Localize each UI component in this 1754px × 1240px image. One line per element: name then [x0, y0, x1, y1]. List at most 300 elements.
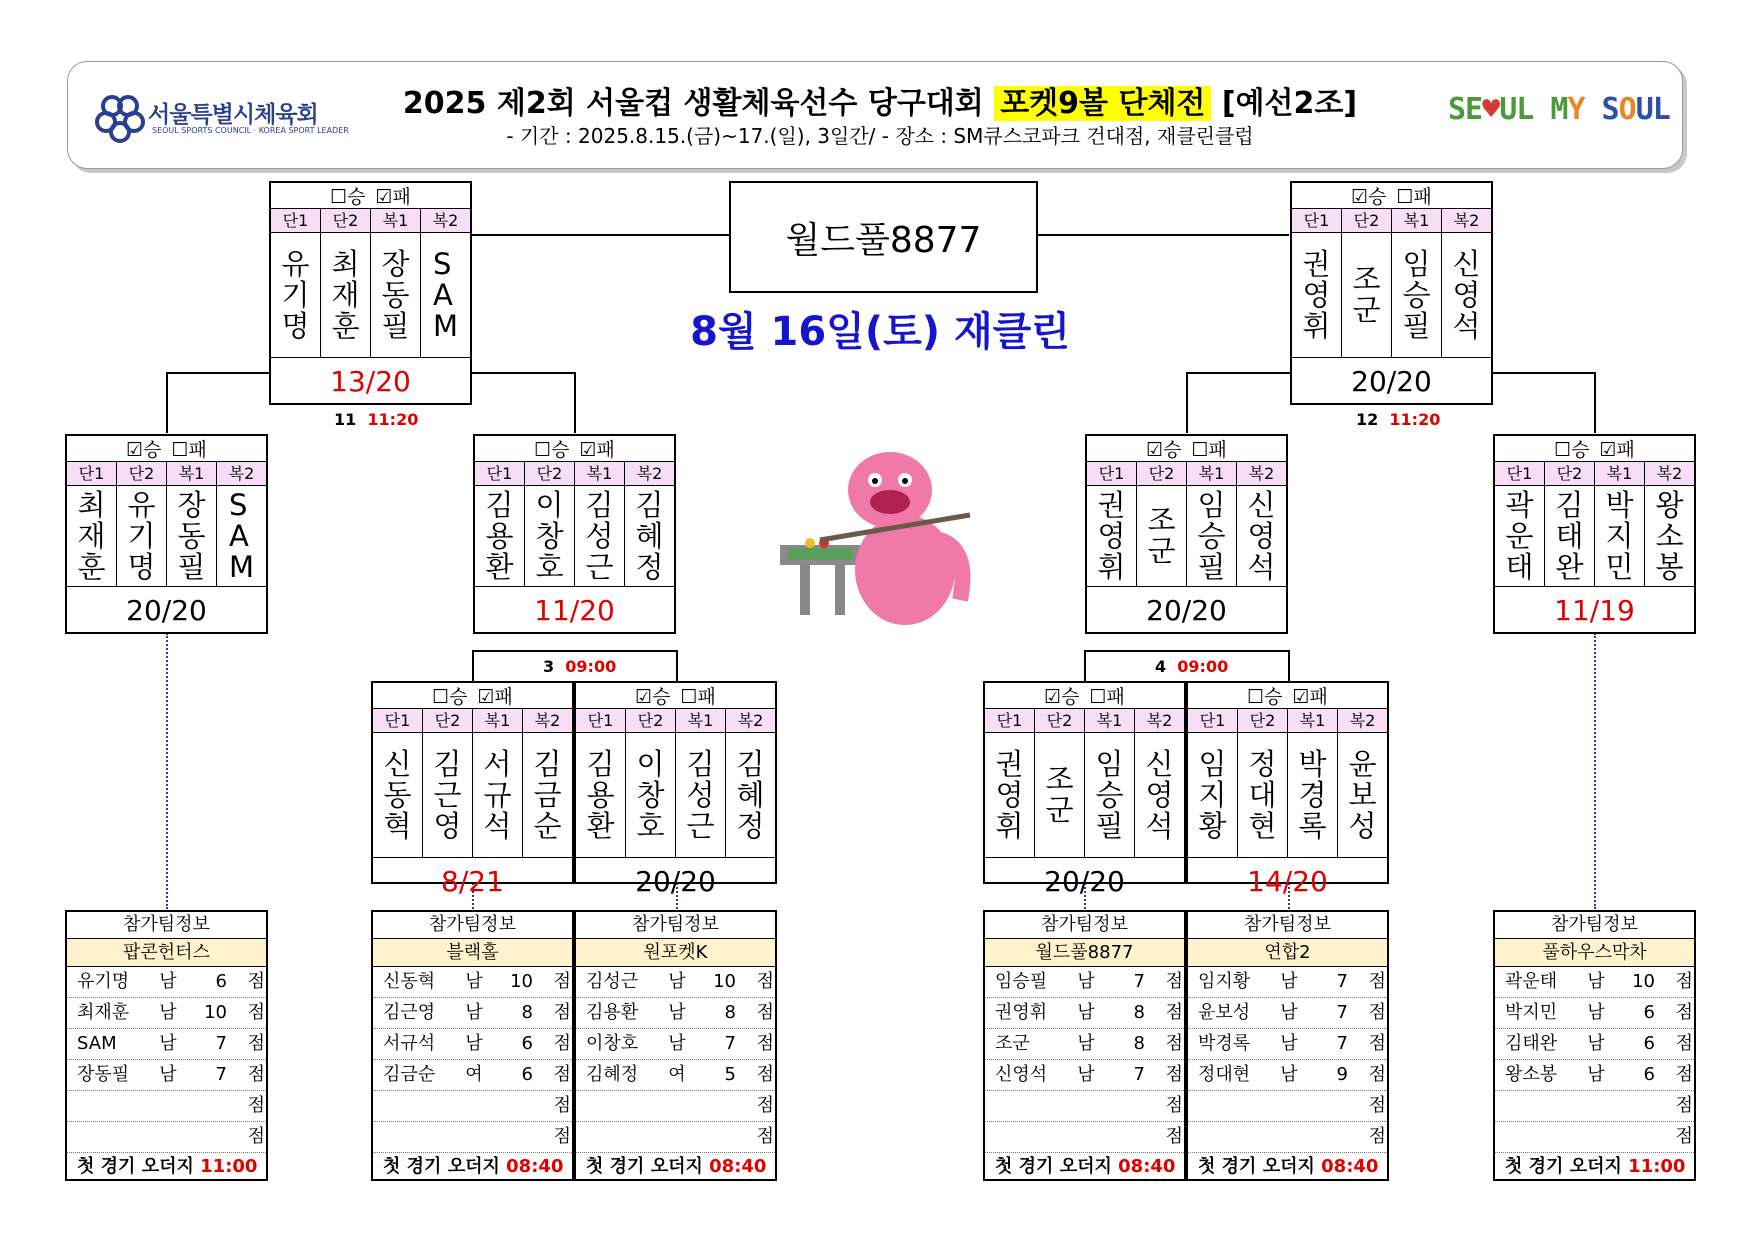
- points-unit: 점: [1165, 1126, 1183, 1147]
- win-loss-checkboxes: [1188, 683, 1387, 709]
- team-name: 원포켓K: [576, 939, 775, 967]
- loss-checkbox[interactable]: ☑: [375, 186, 393, 208]
- info-header: 참가팀정보: [67, 912, 266, 939]
- match-number: 4: [1155, 657, 1167, 676]
- team-name: 팝콘헌터스: [67, 939, 266, 967]
- win-group: [534, 435, 569, 462]
- info-header: 참가팀정보: [985, 912, 1184, 939]
- position-label: 단2: [1035, 709, 1085, 732]
- first-game-label: 첫 경기 오더지: [1198, 1156, 1322, 1177]
- loss-label: 패: [697, 686, 716, 708]
- player-name: 최 재 훈: [67, 486, 117, 586]
- player-name: 권 영 휘: [985, 733, 1035, 857]
- player-name: [576, 1091, 662, 1121]
- heart-icon: ♥: [1482, 92, 1500, 127]
- points-unit: 점: [553, 1095, 571, 1116]
- team-info-card: [574, 910, 777, 1181]
- points-unit: 점: [1165, 1033, 1183, 1054]
- player-points: 10: [510, 971, 533, 992]
- first-game-time: 08:40: [709, 1156, 767, 1177]
- win-checkbox[interactable]: ☐: [1554, 439, 1572, 461]
- player-points: [1304, 1091, 1348, 1121]
- loss-label: 패: [188, 439, 207, 461]
- first-game-order: [985, 1153, 1184, 1181]
- win-group: [1247, 682, 1282, 709]
- points-unit: 점: [756, 1033, 774, 1054]
- player-points: 7: [1133, 971, 1145, 992]
- seoul-my-soul-logo: [1448, 92, 1670, 142]
- player-row: [985, 1122, 1184, 1153]
- points-unit: 점: [1368, 1002, 1386, 1023]
- player-name: 임지황: [1198, 971, 1251, 992]
- position-header: [475, 462, 674, 486]
- player-points: [1304, 1122, 1348, 1152]
- player-name: 임 지 황: [1188, 733, 1238, 857]
- player-row: [67, 1060, 266, 1091]
- win-checkbox[interactable]: ☑: [1146, 439, 1164, 461]
- player-points: 10: [1632, 971, 1655, 992]
- match-time: 11:20: [367, 410, 419, 429]
- points-unit: 점: [756, 1126, 774, 1147]
- player-name: [1188, 1122, 1274, 1152]
- position-header: [1188, 709, 1387, 733]
- dotted-connector: [166, 633, 168, 909]
- player-sex: [153, 1091, 183, 1121]
- position-label: 복1: [676, 709, 726, 732]
- position-label: 복2: [432, 211, 459, 230]
- player-sex: 남: [159, 1033, 177, 1054]
- info-header: 참가팀정보: [1188, 912, 1387, 939]
- position-label: 복1: [575, 462, 625, 485]
- player-name: 김혜정: [586, 1064, 639, 1085]
- player-name: 박 지 민: [1595, 486, 1645, 586]
- points-unit: 점: [1675, 1126, 1693, 1147]
- position-label: 복2: [636, 464, 663, 483]
- points-unit: 점: [553, 1126, 571, 1147]
- first-game-order: [576, 1153, 775, 1181]
- player-row: [1188, 967, 1387, 998]
- bracket-line: [472, 650, 474, 682]
- match-card: [65, 434, 268, 634]
- player-sex: [459, 1091, 489, 1121]
- points-unit: 점: [553, 971, 571, 992]
- player-name: [985, 1122, 1071, 1152]
- player-sex: 남: [1280, 1064, 1298, 1085]
- points-unit: 점: [1165, 1095, 1183, 1116]
- player-sex: 남: [1587, 1064, 1605, 1085]
- player-names: [271, 233, 470, 358]
- bracket-line: [574, 372, 576, 433]
- player-names: [475, 486, 674, 587]
- loss-label: 패: [392, 186, 411, 208]
- position-label: 복1: [371, 209, 421, 232]
- player-row: [1188, 1029, 1387, 1060]
- loss-checkbox[interactable]: ☐: [171, 439, 189, 461]
- player-row: [1495, 1029, 1694, 1060]
- loss-checkbox[interactable]: ☑: [579, 439, 597, 461]
- match-card: [473, 434, 676, 634]
- player-points: 7: [1336, 971, 1348, 992]
- player-points: 6: [521, 1033, 533, 1054]
- player-name: 최 재 훈: [321, 233, 371, 357]
- player-name: [576, 1122, 662, 1152]
- points-unit: 점: [247, 1033, 265, 1054]
- player-sex: 남: [1077, 971, 1095, 992]
- win-group: [126, 435, 161, 462]
- player-points: [1101, 1091, 1145, 1121]
- match-time: 09:00: [565, 657, 617, 676]
- player-name: [373, 1091, 459, 1121]
- position-label: 복1: [1595, 462, 1645, 485]
- title-suffix: [예선2조]: [1211, 86, 1358, 121]
- player-row: [373, 967, 572, 998]
- win-loss-checkboxes: [1495, 436, 1694, 462]
- win-label: 승: [143, 439, 162, 461]
- player-points: [692, 1122, 736, 1152]
- player-names: [1188, 733, 1387, 858]
- player-name: [67, 1091, 153, 1121]
- first-game-label: 첫 경기 오더지: [586, 1156, 710, 1177]
- player-sex: 남: [159, 1002, 177, 1023]
- player-names: [985, 733, 1184, 858]
- bracket-line: [472, 650, 676, 652]
- org-emblem-icon: [92, 90, 148, 146]
- player-name: 서규석: [383, 1033, 436, 1054]
- player-name: 김 성 근: [676, 733, 726, 857]
- match-score: 20/20: [1044, 865, 1125, 898]
- first-game-label: 첫 경기 오더지: [383, 1156, 507, 1177]
- position-label: 단1: [576, 709, 626, 732]
- player-name: 최재훈: [77, 1002, 130, 1023]
- player-sex: [1071, 1091, 1101, 1121]
- player-name: 김용환: [586, 1002, 639, 1023]
- loss-group: [478, 682, 513, 709]
- brand-part: UL M: [1499, 92, 1568, 127]
- player-name: 신동혁: [383, 971, 436, 992]
- loss-group: [1192, 435, 1227, 462]
- win-checkbox[interactable]: ☑: [635, 686, 653, 708]
- player-name: 임 승 필: [1392, 233, 1442, 357]
- player-name: 신 동 혁: [373, 733, 423, 857]
- player-name: 유기명: [77, 971, 130, 992]
- team-info-card: [65, 910, 268, 1181]
- win-group: [432, 682, 467, 709]
- loss-label: 패: [494, 686, 513, 708]
- player-name: [373, 1122, 459, 1152]
- points-unit: 점: [1368, 1064, 1386, 1085]
- position-label: 복2: [1656, 464, 1683, 483]
- player-name: 조군: [995, 1033, 1030, 1054]
- player-sex: [459, 1122, 489, 1152]
- position-label: 복2: [534, 711, 561, 730]
- win-label: 승: [1368, 186, 1387, 208]
- player-sex: 남: [465, 1002, 483, 1023]
- win-checkbox[interactable]: ☐: [1247, 686, 1265, 708]
- player-points: [1611, 1091, 1655, 1121]
- player-name: 유 기 명: [271, 233, 321, 357]
- bracket-line: [1186, 372, 1188, 433]
- player-name: 왕소봉: [1505, 1064, 1558, 1085]
- loss-checkbox[interactable]: ☑: [1599, 439, 1617, 461]
- player-sex: 남: [1077, 1033, 1095, 1054]
- player-name: SAM: [77, 1033, 117, 1054]
- player-name: 김 용 환: [475, 486, 525, 586]
- player-name: [1495, 1122, 1581, 1152]
- win-checkbox[interactable]: ☑: [1351, 186, 1369, 208]
- points-unit: 점: [553, 1002, 571, 1023]
- points-unit: 점: [1368, 1095, 1386, 1116]
- team-info-card: [1186, 910, 1389, 1181]
- position-header: [576, 709, 775, 733]
- first-game-order: [373, 1153, 572, 1181]
- loss-label: 패: [596, 439, 615, 461]
- player-name: 임 승 필: [1187, 486, 1237, 586]
- first-game-label: 첫 경기 오더지: [995, 1156, 1119, 1177]
- player-points: 7: [215, 1033, 227, 1054]
- match-card: [574, 681, 777, 898]
- points-unit: 점: [247, 971, 265, 992]
- first-game-order: [1188, 1153, 1387, 1181]
- player-points: 8: [724, 1002, 736, 1023]
- match-card: [1493, 434, 1696, 634]
- title-prefix: 2025 제2회 서울컵 생활체육선수 당구대회: [402, 86, 995, 121]
- win-checkbox[interactable]: ☑: [1044, 686, 1062, 708]
- player-name: S A M: [432, 246, 459, 343]
- player-points: 7: [1336, 1033, 1348, 1054]
- win-loss-checkboxes: [1087, 436, 1286, 462]
- match-card: [269, 181, 472, 405]
- points-unit: 점: [1675, 971, 1693, 992]
- points-unit: 점: [1675, 1002, 1693, 1023]
- loss-group: [376, 182, 411, 209]
- win-loss-checkboxes: [1292, 183, 1491, 209]
- period-venue: - 기간 : 2025.8.15.(금)~17.(일), 3일간/ - 장소 : SM큐스코파크 건대점, 재클린클럽: [506, 124, 1254, 148]
- loss-checkbox[interactable]: ☐: [1191, 439, 1209, 461]
- player-name: 정 대 현: [1238, 733, 1288, 857]
- player-name: 장동필: [77, 1064, 130, 1085]
- player-sex: 여: [465, 1064, 483, 1085]
- position-label: 단2: [1238, 709, 1288, 732]
- first-game-label: 첫 경기 오더지: [77, 1156, 201, 1177]
- loss-group: [1090, 682, 1125, 709]
- match-score: 11/19: [1554, 594, 1635, 627]
- win-checkbox[interactable]: ☐: [330, 186, 348, 208]
- player-name: 김 근 영: [423, 733, 473, 857]
- team-name: 연합2: [1188, 939, 1387, 967]
- player-row: [576, 967, 775, 998]
- bracket-line: [166, 372, 168, 433]
- points-unit: 점: [553, 1064, 571, 1085]
- loss-checkbox[interactable]: ☐: [1396, 186, 1414, 208]
- loss-label: 패: [1208, 439, 1227, 461]
- loss-checkbox[interactable]: ☑: [1292, 686, 1310, 708]
- position-label: 복1: [1288, 709, 1338, 732]
- loss-label: 패: [1106, 686, 1125, 708]
- player-name: 신영석: [995, 1064, 1048, 1085]
- position-header: [373, 709, 572, 733]
- player-name: 조 군: [1342, 233, 1392, 357]
- player-row: [576, 1091, 775, 1122]
- match-label-4: [1155, 657, 1228, 676]
- player-points: 8: [521, 1002, 533, 1023]
- player-sex: 남: [465, 1033, 483, 1054]
- player-name: 임승필: [995, 971, 1048, 992]
- position-label: 복2: [737, 711, 764, 730]
- player-points: 8: [1133, 1033, 1145, 1054]
- player-name: 정대현: [1198, 1064, 1251, 1085]
- player-points: 10: [204, 1002, 227, 1023]
- player-row: [1495, 967, 1694, 998]
- loss-checkbox[interactable]: ☐: [680, 686, 698, 708]
- player-row: [1188, 1122, 1387, 1153]
- player-row: [576, 998, 775, 1029]
- position-label: 단1: [373, 709, 423, 732]
- bracket-line: [1594, 372, 1596, 433]
- loss-group: [580, 435, 615, 462]
- player-row: [985, 998, 1184, 1029]
- player-name: 권 영 휘: [1087, 486, 1137, 586]
- player-sex: 여: [668, 1064, 686, 1085]
- position-label: 단2: [423, 709, 473, 732]
- player-sex: 남: [1280, 971, 1298, 992]
- win-checkbox[interactable]: ☐: [534, 439, 552, 461]
- first-game-order: [67, 1153, 266, 1181]
- position-label: 단1: [1188, 709, 1238, 732]
- player-sex: 남: [668, 971, 686, 992]
- player-row: [373, 1029, 572, 1060]
- loss-label: 패: [1413, 186, 1432, 208]
- match-label-3: [543, 657, 616, 676]
- brand-part: Y: [1567, 92, 1585, 127]
- match-card: [1290, 181, 1493, 405]
- player-name: 김 혜 정: [736, 746, 765, 843]
- player-row: [373, 998, 572, 1029]
- win-label: 승: [652, 686, 671, 708]
- player-sex: 남: [668, 1002, 686, 1023]
- player-sex: 남: [1077, 1064, 1095, 1085]
- player-name: 신 영 석: [1247, 487, 1276, 584]
- match-number: 12: [1356, 410, 1379, 429]
- player-sex: [1274, 1091, 1304, 1121]
- player-name: 김성근: [586, 971, 639, 992]
- player-sex: [662, 1122, 692, 1152]
- player-names: [576, 733, 775, 858]
- brand-part: SE: [1448, 92, 1483, 127]
- brand-part: S: [1584, 92, 1619, 127]
- player-points: 6: [1643, 1064, 1655, 1085]
- win-checkbox[interactable]: ☐: [432, 686, 450, 708]
- position-label: 단2: [1545, 462, 1595, 485]
- info-header: 참가팀정보: [576, 912, 775, 939]
- player-name: 왕 소 봉: [1655, 487, 1684, 584]
- loss-checkbox[interactable]: ☑: [477, 686, 495, 708]
- player-row: [67, 998, 266, 1029]
- match-label-12: [1356, 410, 1440, 429]
- player-row: [1495, 1091, 1694, 1122]
- loss-group: [1397, 182, 1432, 209]
- win-loss-checkboxes: [985, 683, 1184, 709]
- position-label: 단2: [626, 709, 676, 732]
- win-loss-checkboxes: [475, 436, 674, 462]
- player-sex: 남: [1077, 1002, 1095, 1023]
- event-date-venue: 8월 16일(토) 재클린: [690, 309, 1070, 355]
- player-name: 장 동 필: [371, 233, 421, 357]
- points-unit: 점: [1368, 1126, 1386, 1147]
- player-row: [576, 1060, 775, 1091]
- position-label: 단2: [1137, 462, 1187, 485]
- position-label: 단1: [1495, 462, 1545, 485]
- match-card: [983, 681, 1186, 898]
- player-row: [576, 1029, 775, 1060]
- player-name: 김 혜 정: [635, 487, 664, 584]
- player-row: [1495, 1060, 1694, 1091]
- position-label: 복1: [1392, 209, 1442, 232]
- position-label: 단2: [321, 209, 371, 232]
- loss-group: [1293, 682, 1328, 709]
- brand-part: UL: [1635, 92, 1670, 127]
- player-name: 곽 운 태: [1495, 486, 1545, 586]
- position-label: 복2: [228, 464, 255, 483]
- player-row: [576, 1122, 775, 1153]
- match-score: 11/20: [534, 594, 615, 627]
- team-info-card: [983, 910, 1186, 1181]
- player-sex: 남: [159, 1064, 177, 1085]
- win-checkbox[interactable]: ☑: [126, 439, 144, 461]
- loss-label: 패: [1309, 686, 1328, 708]
- player-names: [67, 486, 266, 587]
- player-sex: [1581, 1091, 1611, 1121]
- win-label: 승: [551, 439, 570, 461]
- player-points: 7: [215, 1064, 227, 1085]
- player-points: 10: [713, 971, 736, 992]
- player-name: 조 군: [1035, 733, 1085, 857]
- match-card: [1186, 681, 1389, 898]
- position-header: [1495, 462, 1694, 486]
- player-name: 윤보성: [1198, 1002, 1251, 1023]
- team-name: 풀하우스막차: [1495, 939, 1694, 967]
- player-points: 7: [1336, 1002, 1348, 1023]
- first-game-time: 08:40: [1118, 1156, 1176, 1177]
- player-name: [985, 1091, 1071, 1121]
- player-sex: [1071, 1122, 1101, 1152]
- match-number: 3: [543, 657, 555, 676]
- loss-checkbox[interactable]: ☐: [1089, 686, 1107, 708]
- team-info-card: [1493, 910, 1696, 1181]
- player-name: 유 기 명: [117, 486, 167, 586]
- player-name: 김 용 환: [576, 733, 626, 857]
- bracket-line: [1288, 650, 1290, 682]
- player-points: 6: [1643, 1002, 1655, 1023]
- bracket-line: [1084, 650, 1288, 652]
- player-name: [1188, 1091, 1274, 1121]
- first-game-time: 08:40: [1321, 1156, 1379, 1177]
- player-row: [1495, 998, 1694, 1029]
- team-name: 블랙홀: [373, 939, 572, 967]
- player-name: 임 승 필: [1085, 733, 1135, 857]
- player-name: 권영휘: [995, 1002, 1048, 1023]
- win-group: [635, 682, 670, 709]
- player-points: [183, 1091, 227, 1121]
- loss-group: [172, 435, 207, 462]
- player-points: 6: [215, 971, 227, 992]
- player-name: 곽운태: [1505, 971, 1558, 992]
- player-name: 김 금 순: [533, 746, 562, 843]
- points-unit: 점: [756, 1002, 774, 1023]
- first-game-label: 첫 경기 오더지: [1505, 1156, 1629, 1177]
- player-name: 김금순: [383, 1064, 436, 1085]
- position-header: [1087, 462, 1286, 486]
- player-points: [183, 1122, 227, 1152]
